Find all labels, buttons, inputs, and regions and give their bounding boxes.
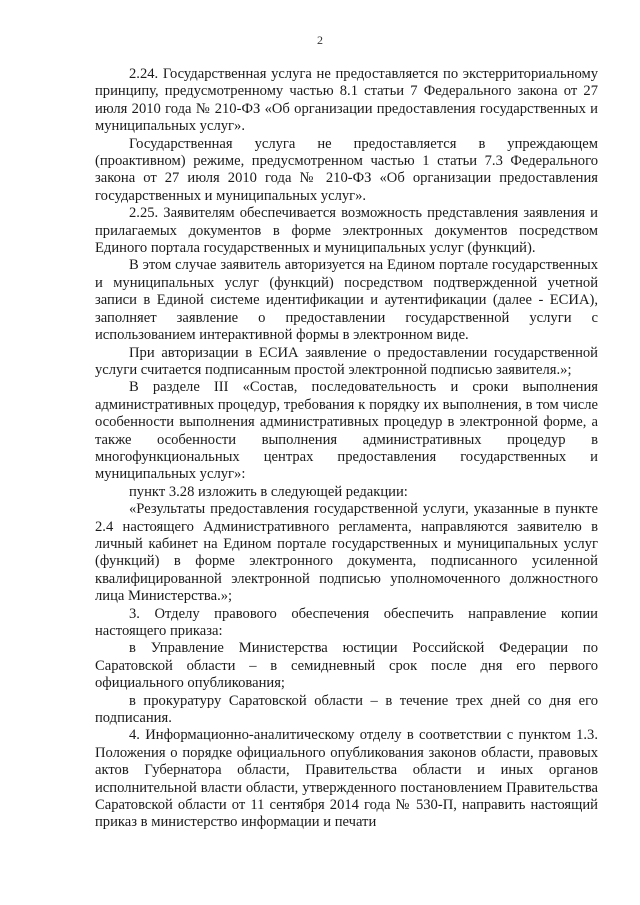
paragraph-prosecutor-office: в прокуратуру Саратовской области – в течение трех дней со дня его подписания. xyxy=(95,692,598,727)
paragraph-2-25: 2.25. Заявителям обеспечивается возможность представления заявления и прилагаемых документов в форме электронных документов посредством Единого портала государственных и муниципальных услуг (функций). xyxy=(95,205,598,257)
paragraph-point-3-28-intro: пункт 3.28 изложить в следующей редакции: xyxy=(129,483,408,500)
paragraph-simple-signature: При авторизации в ЕСИА заявление о предоставлении государственной услуги считается подписанным простой электронной подписью заявителя.»; xyxy=(95,344,598,378)
paragraph-section-iii: В разделе III «Состав, последовательность и сроки выполнения административных процедур, требования к порядку их выполнения, в том числе особенности выполнения административных процедур в электронной форме, а также особенности выполнения административных процедур в многофункциональных центрах предоставления государственных и муниципальных услуг»: xyxy=(95,379,598,483)
paragraph-proactive-mode: Государственная услуга не предоставляется в упреждающем (проактивном) режиме, предусмотренном частью 1 статьи 7.3 Федерального закона от 27 июля 2010 года № 210-ФЗ «Об организации предоставления государственных и муниципальных услуг». xyxy=(95,135,598,204)
paragraph-esia-authorization: В этом случае заявитель авторизуется на Едином портале государственных и муниципальных услуг (функций) посредством подтвержденной учетной записи в Единой системе идентификации и аутентификации (далее - ЕСИА), заполняет заявление о предоставлении государственной услуги с использованием интерактивной формы в электронном виде. xyxy=(95,257,598,344)
paragraph-item-3: 3. Отделу правового обеспечения обеспечить направление копии настоящего приказа: xyxy=(95,605,598,639)
paragraph-2-24: 2.24. Государственная услуга не предоставляется по экстерриториальному принципу, предусмотренному частью 8.1 статьи 7 Федерального закона от 27 июля 2010 года № 210-ФЗ «Об организации предоставления государственных и муниципальных услуг». xyxy=(95,66,598,135)
paragraph-ministry-of-justice: в Управление Министерства юстиции Российской Федерации по Саратовской области – в семидневный срок после дня его первого официального опубликования; xyxy=(95,640,598,692)
paragraph-item-4: 4. Информационно-аналитическому отделу в соответствии с пунктом 1.3. Положения о порядке официального опубликования законов области, правовых актов Губернатора области, Правительства области и иных органов исполнительной власти области, утвержденного постановлением Правительства Саратовской области от 11 сентября 2014 года № 530-П, направить настоящий приказ в министерство информации и печати xyxy=(95,727,598,831)
paragraph-point-3-28-text: «Результаты предоставления государственной услуги, указанные в пункте 2.4 настоящего Административного регламента, направляются заявителю в личный кабинет на Едином портале государственных и муниципальных услуг (функций) в форме электронного документа, подписанного усиленной квалифицированной электронной подписью уполномоченного должностного лица Министерства.»; xyxy=(95,501,598,605)
document-body xyxy=(95,66,598,832)
page-number: 2 xyxy=(317,33,323,47)
